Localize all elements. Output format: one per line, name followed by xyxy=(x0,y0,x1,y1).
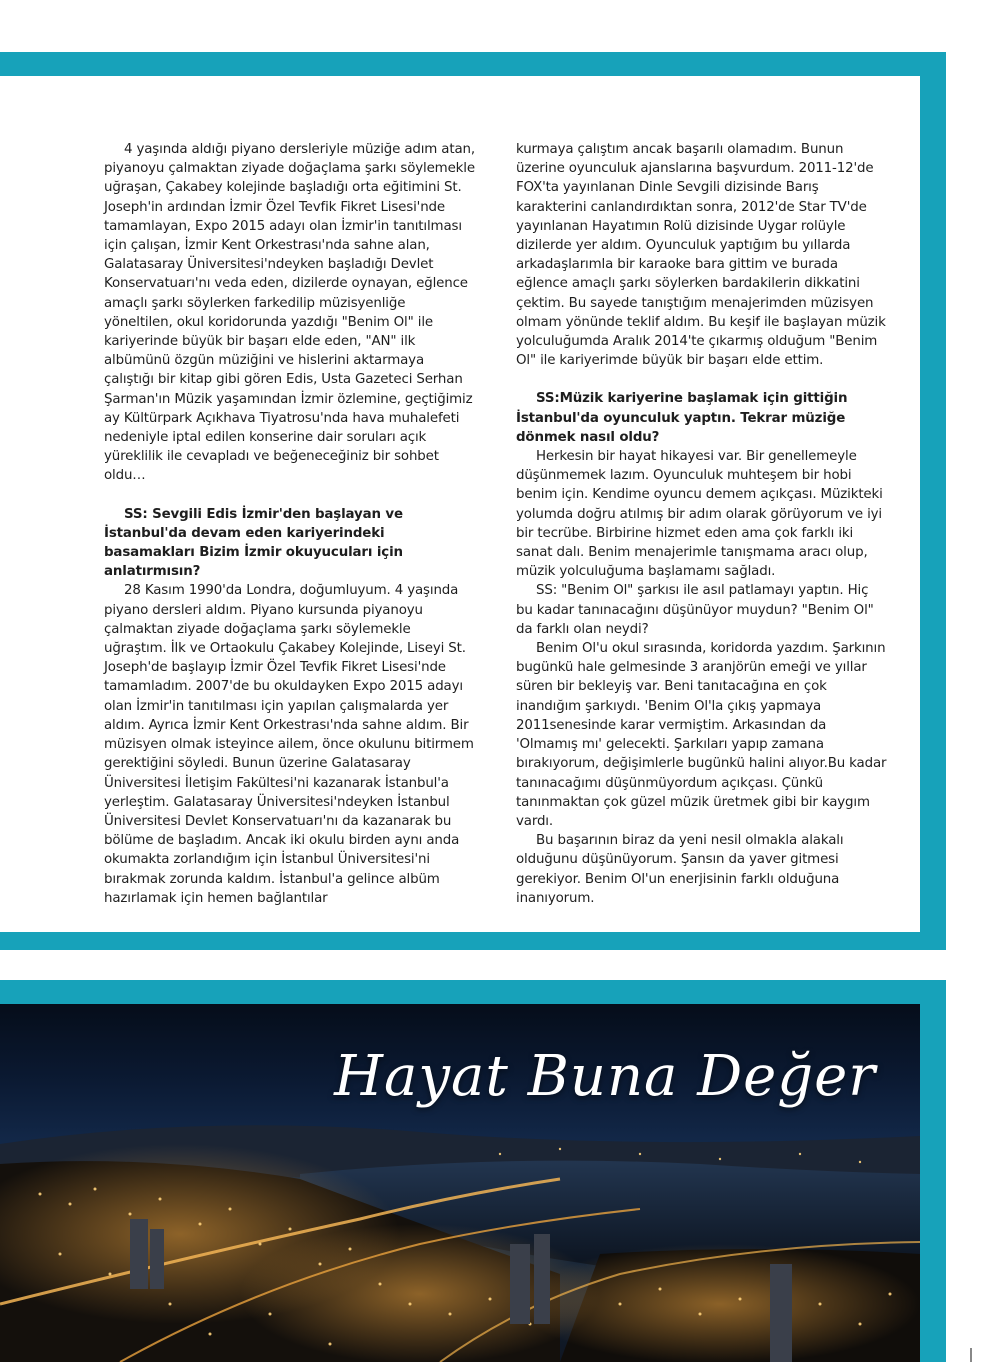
photo-title: Hayat Buna Değer xyxy=(334,1044,876,1109)
city-night-photo xyxy=(0,1004,920,1362)
intro-paragraph: 4 yaşında aldığı piyano dersleriyle müziğe adım atan, piyanoyu çalmaktan ziyade doğaçlama şarkı söylemekle uğraşan, Çakabey kolejinde başladığı orta eğitimini St. Joseph'in ardından İzmir Özel Tevfik Fikret Lisesi'nde tamamlayan, Expo 2015 adayı olan İzmir'in tanıtılması için çalışan, İzmir Kent Orkestrası'nda sahne alan, Galatasaray Üniversitesi'ndeyken başladığı Devlet Konservatuarı'nı veda eden, dizilerde oynayan, eğlence amaçlı şarkı söylerken farkedilip müzisyenliğe yöneltilen, okul koridorunda yazdığı "Benim Ol" ile kariyerinde büyük bir başarı elde eden, "AN" ilk albümünü özgün müziğini ve hislerini aktarmaya çalıştığı bir kitap gibi gören Edis, Usta Gazeteci Serhan Şarman'ın Müzik yaşamından İzmir özlemine, geçtiğimiz ay Kültürpark Açıkhava Tiyatrosu'nda hava muhalefeti nedeniyle iptal edilen konserine dair soruları açık yüreklilik ile cevapladı ve beğeneceğiniz bir sohbet oldu… xyxy=(104,142,475,484)
right-column xyxy=(516,140,888,908)
photo-frame xyxy=(0,980,946,1362)
answer-paragraph-continued: kurmaya çalıştım ancak başarılı olamadım. Bunun üzerine oyunculuk ajanslarına başvurdum. 2011-12'de FOX'ta yayınlanan Dinle Sevgili dizisinde Barış karakterini canlandırdıktan sonra, 2012'de Star TV'de yayınlanan Hayatımın Rolü dizisinde Uygar rolüyle dizilerde yer aldım. Oyunculuk yaptığım bu yıllarda arkadaşlarımla bir karaoke bara gittim ve burada eğlence amaçlı şarkı söylerken bardakilerin dikkatini çektim. Bu sayede tanıştığım menajerimden müzisyen olmam yönünde teklif aldım. Bu keşif ile başlayan müzik yolculuğumda Aralık 2014'te çıkarmış olduğum "Benim Ol" ile kariyerimde büyük bir başarı elde ettim. xyxy=(516,142,886,369)
question-paragraph: SS: "Benim Ol" şarkısı ile asıl patlamayı yaptın. Hiç bu kadar tanınacağını düşünüyor muydun? "Benim Ol" da farklı olan neydi? xyxy=(516,583,874,637)
left-column xyxy=(104,140,476,908)
answer-paragraph: Benim Ol'u okul sırasında, koridorda yazdım. Şarkının bugünkü hale gelmesinde 3 aranjörün emeği ve yıllar süren bir bekleyiş var. Beni tanıtacağına en çok inandığım şarkıydı. 'Benim Ol'la çıkış yapmaya 2011senesinde karar vermiştim. Arkasından da 'Olmamış mı' gelecekti. Şarkıları yapıp zamana bırakıyorum, değişimlerle bugünkü halini alıyor.Bu kadar tanınacağımı düşünmüyordum açıkçası. Çünkü tanınmaktan çok güzel müzik üretmek gibi bir kaygım vardı. xyxy=(516,641,887,829)
question-heading: SS: Sevgili Edis İzmir'den başlayan ve İstanbul'da devam eden kariyerindeki basamakları Bizim İzmir okuyucuları için anlatırmısın? xyxy=(104,506,403,580)
page-edge-marker xyxy=(970,1348,972,1362)
answer-paragraph: Bu başarının biraz da yeni nesil olmakla alakalı olduğunu düşünüyorum. Şansın da yaver gitmesi gerekiyor. Benim Ol'un enerjisinin farklı olduğuna inanıyorum. xyxy=(516,833,844,906)
answer-paragraph: Herkesin bir hayat hikayesi var. Bir genellemeyle düşünmemek lazım. Oyunculuk muhteşem bir hobi benim için. Kendime oyuncu demem açıkçası. Müzikteki yolumda doğru atılmış bir adım olarak görüyorum ve iyi bir tecrübe. Birbirine hizmet eden ama çok farklı iki sanat dalı. Benim menajerimle tanışmama aracı olup, müzik yolculuğuma başlamamı sağladı. xyxy=(516,449,883,580)
question-heading: SS:Müzik kariyerine başlamak için gittiğin İstanbul'da oyunculuk yaptın. Tekrar müziğe dönmek nasıl oldu? xyxy=(516,391,848,445)
answer-paragraph: 28 Kasım 1990'da Londra, doğumluyum. 4 yaşında piyano dersleri aldım. Piyano kursunda piyanoyu çalmaktan ziyade doğaçlama şarkı söylemekle uğraştım. İlk ve Ortaokulu Çakabey Kolejinde, Liseyi St. Joseph'de başlayıp İzmir Özel Tevfik Fikret Lisesi'nde tamamladım. 2007'de bu okuldayken Expo 2015 adayı olan İzmir'in tanıtılması için yapılan çalışmalarda yer aldım. Ayrıca İzmir Kent Orkestrası'nda sahne aldım. Bir müzisyen olmak isteyince ailem, önce okulunu bitirmem gerektiğini söyledi. Bunun üzerine Galatasaray Üniversitesi İletişim Fakültesi'ni kazanarak İstanbul'a yerleştim. Galatasaray Üniversitesi'ndeyken İstanbul Üniversitesi Devlet Konservatuarı'nı da kazanarak bu bölüme de başladım. Ancak iki okulu birden aynı anda okumakta zorlandığım için İstanbul Üniversitesi'ni bırakmak zorunda kaldım. İstanbul'a gelince albüm hazırlamak için hemen bağlantılar xyxy=(104,583,474,906)
